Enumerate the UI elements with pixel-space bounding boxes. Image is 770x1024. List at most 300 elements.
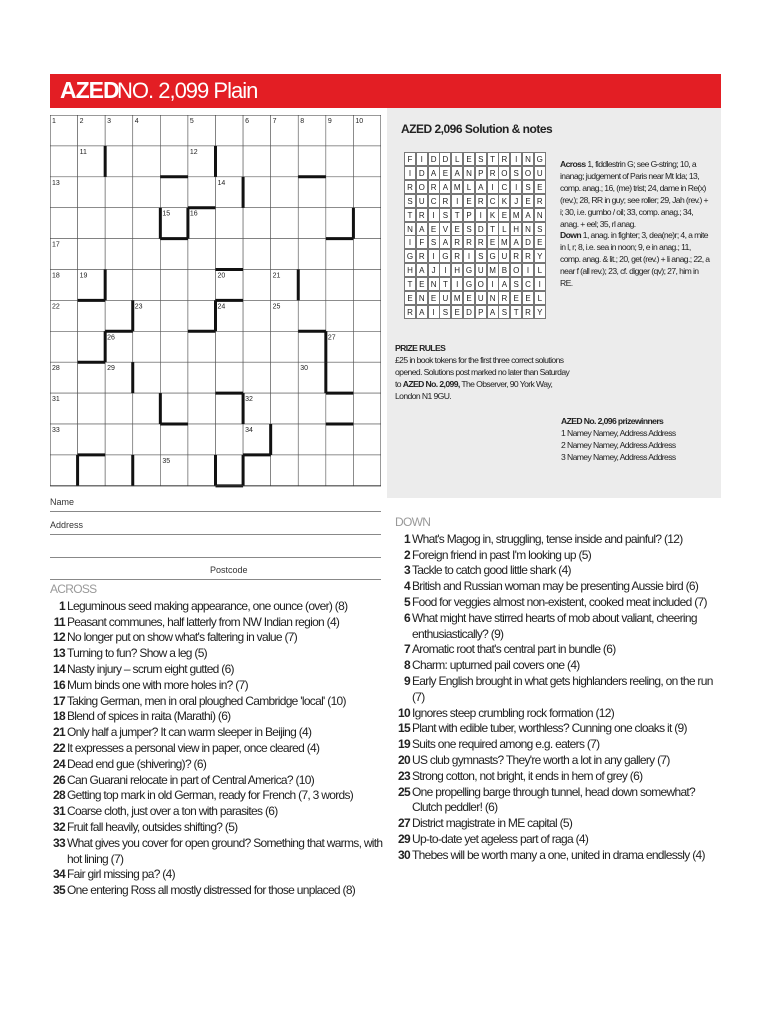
- name-field[interactable]: [50, 511, 381, 512]
- solution-letter: I: [463, 249, 475, 263]
- grid-cell[interactable]: [326, 270, 354, 301]
- clue-text: Nasty injury – scrum eight gutted (6): [67, 661, 234, 676]
- grid-cell[interactable]: [298, 300, 326, 331]
- solution-letter: R: [451, 249, 463, 263]
- address-label: Address: [50, 520, 84, 530]
- solution-letter: F: [416, 235, 428, 249]
- clue-text: What gives you cover for open ground? Something that warms, with hot lining (7): [67, 835, 383, 866]
- solution-letter: A: [428, 166, 440, 180]
- clue-item: [395, 532, 723, 548]
- grid-cell[interactable]: [243, 270, 271, 301]
- solution-letter: E: [451, 305, 463, 319]
- grid-cell[interactable]: [271, 177, 299, 208]
- clue-item: [395, 611, 723, 643]
- solution-letter: S: [475, 152, 487, 166]
- clue-item: [395, 785, 723, 817]
- grid-cell[interactable]: [216, 239, 244, 270]
- clue-number: 32: [53, 819, 65, 834]
- clue-text: Fruit fall heavily, outsides shifting? (5): [67, 819, 238, 834]
- clue-text: One propelling barge through tunnel, head down somewhat? Clutch peddler! (6): [412, 784, 696, 815]
- solution-letter: D: [439, 152, 451, 166]
- grid-cell[interactable]: [78, 424, 106, 455]
- grid-cell[interactable]: [326, 362, 354, 393]
- grid-cell[interactable]: [243, 331, 271, 362]
- solution-letter: P: [475, 305, 487, 319]
- grid-cell[interactable]: [243, 177, 271, 208]
- grid-cell[interactable]: [188, 331, 216, 362]
- solution-letter: Y: [534, 249, 546, 263]
- solution-letter: P: [475, 166, 487, 180]
- grid-cell[interactable]: [353, 270, 381, 301]
- grid-cell[interactable]: [133, 393, 161, 424]
- clue-text: Turning to fun? Show a leg (5): [67, 646, 207, 661]
- solution-letter: E: [451, 222, 463, 236]
- grid-cell[interactable]: [188, 239, 216, 270]
- grid-cell[interactable]: [78, 239, 106, 270]
- solution-letter: E: [428, 222, 440, 236]
- grid-cell[interactable]: [160, 424, 188, 455]
- grid-cell[interactable]: [160, 146, 188, 177]
- solution-letter: E: [522, 194, 534, 208]
- grid-cell[interactable]: [243, 239, 271, 270]
- solution-letter: J: [510, 194, 522, 208]
- across-clues: [50, 582, 386, 899]
- clue-item: [395, 548, 723, 564]
- grid-cell[interactable]: [133, 177, 161, 208]
- solution-letter: S: [428, 235, 440, 249]
- clue-cell-number: 5: [189, 118, 194, 125]
- grid-cell[interactable]: [298, 146, 326, 177]
- clue-cell-number: 7: [272, 118, 277, 125]
- grid-cell[interactable]: [160, 239, 188, 270]
- solution-letter: I: [404, 235, 416, 249]
- clue-item: [50, 820, 386, 836]
- solution-letter: T: [487, 222, 499, 236]
- clue-number: 1: [404, 531, 410, 546]
- title-azed: AZED: [60, 77, 119, 103]
- solution-letter: N: [522, 222, 534, 236]
- grid-cell[interactable]: [326, 239, 354, 270]
- solution-letter: U: [439, 291, 451, 305]
- solution-letter: I: [439, 263, 451, 277]
- prize-body: £25 in book tokens for the first three correct solutions opened. Solutions post marked no later than Saturday to: [395, 354, 570, 389]
- grid-cell[interactable]: [326, 393, 354, 424]
- winner-line: 1 Namey Namey, Address Address: [561, 427, 676, 438]
- clue-number: 29: [398, 831, 410, 846]
- clue-cell-number: 24: [217, 303, 226, 311]
- solution-letter: C: [487, 194, 499, 208]
- clue-number: 28: [53, 788, 65, 803]
- grid-cell[interactable]: [160, 362, 188, 393]
- clue-text: Suits one required among e.g. eaters (7): [412, 737, 600, 752]
- solution-letter: R: [416, 208, 428, 222]
- solution-letter: C: [428, 194, 440, 208]
- solution-letter: A: [439, 235, 451, 249]
- solution-letter: A: [510, 235, 522, 249]
- grid-cell[interactable]: [243, 362, 271, 393]
- solution-letter: E: [534, 180, 546, 194]
- clue-cell-number: 31: [52, 396, 60, 404]
- solution-letter: H: [510, 222, 522, 236]
- grid-cell[interactable]: [243, 208, 271, 239]
- solution-letter: I: [510, 152, 522, 166]
- grid-cell[interactable]: [353, 300, 381, 331]
- grid-cell[interactable]: [188, 300, 216, 331]
- clue-cell-number: 26: [107, 334, 115, 342]
- grid-cell[interactable]: [78, 455, 106, 486]
- clue-number: 18: [53, 709, 65, 724]
- grid-cell[interactable]: [133, 270, 161, 301]
- clue-cell-number: 25: [272, 303, 281, 311]
- solution-letter: S: [475, 249, 487, 263]
- solution-letter: U: [475, 291, 487, 305]
- grid-cell[interactable]: [133, 424, 161, 455]
- clue-number: 27: [398, 816, 410, 831]
- clue-text: Fair girl missing pa? (4): [67, 867, 175, 882]
- clue-number: 35: [53, 883, 65, 898]
- solution-letter: Y: [534, 305, 546, 319]
- grid-cell[interactable]: [50, 455, 78, 486]
- crossword-grid[interactable]: [50, 115, 381, 492]
- grid-cell[interactable]: [216, 331, 244, 362]
- clue-number: 7: [404, 642, 410, 657]
- solution-letter: D: [522, 235, 534, 249]
- grid-cell[interactable]: [326, 300, 354, 331]
- clue-text: Taking German, men in oral ploughed Cambridge 'local' (10): [67, 693, 346, 708]
- down-clues: [395, 515, 723, 864]
- grid-cell[interactable]: [133, 239, 161, 270]
- prizewinners: [561, 416, 711, 464]
- grid-cell[interactable]: [353, 239, 381, 270]
- solution-letter: S: [463, 222, 475, 236]
- clue-text: It expresses a personal view in paper, once cleared (4): [67, 740, 320, 755]
- grid-cell[interactable]: [105, 239, 133, 270]
- clue-item: [50, 757, 386, 773]
- solution-letter: O: [416, 180, 428, 194]
- solution-letter: E: [463, 152, 475, 166]
- solution-panel: [387, 108, 721, 498]
- clue-text: Ignores steep crumbling rock formation (12): [412, 705, 615, 720]
- solution-letter: I: [428, 249, 440, 263]
- solution-letter: I: [451, 194, 463, 208]
- solution-letter: R: [487, 166, 499, 180]
- clue-cell-number: 10: [355, 118, 364, 125]
- clue-text: Mum binds one with more holes in? (7): [67, 677, 248, 692]
- solution-letter: S: [510, 277, 522, 291]
- grid-cell[interactable]: [188, 362, 216, 393]
- solution-letter: N: [534, 208, 546, 222]
- clue-item: [395, 595, 723, 611]
- solution-letter: O: [498, 166, 510, 180]
- clue-item: [395, 721, 723, 737]
- solution-letter: I: [428, 208, 440, 222]
- clue-text: What might have stirred hearts of mob about valiant, cheering enthusiastically? (9): [412, 610, 697, 641]
- grid-cell[interactable]: [160, 115, 188, 146]
- grid-cell[interactable]: [326, 146, 354, 177]
- grid-cell[interactable]: [105, 177, 133, 208]
- grid-cell[interactable]: [271, 146, 299, 177]
- solution-letter: R: [416, 249, 428, 263]
- grid-cell[interactable]: [105, 300, 133, 331]
- grid-cell[interactable]: [160, 331, 188, 362]
- grid-cell[interactable]: [216, 455, 244, 486]
- title-banner: [50, 74, 721, 108]
- solution-letter: M: [498, 235, 510, 249]
- grid-cell[interactable]: [326, 177, 354, 208]
- solution-letter: R: [404, 180, 416, 194]
- prize-heading: PRIZE RULES: [395, 343, 446, 353]
- notes-down: 1, anag. in fighter; 3, dea(ne)r; 4, a mite in l, r; 8, i.e. sea in noon; 9, e in anag.; 11, comp. anag. & lit.; 20, get (rev.) + li anag.; 22, a near f (all rev.); 23, cf. digger (qv); 27, him in RE.: [560, 230, 710, 289]
- solution-letter: M: [510, 208, 522, 222]
- clue-cell-number: 13: [52, 179, 60, 187]
- solution-letter: T: [510, 305, 522, 319]
- clue-item: [50, 867, 386, 883]
- solution-letter: R: [522, 305, 534, 319]
- grid-cell[interactable]: [298, 239, 326, 270]
- grid-cell[interactable]: [298, 331, 326, 362]
- solution-letter: I: [487, 277, 499, 291]
- solution-letter: A: [451, 166, 463, 180]
- solution-letter: N: [404, 222, 416, 236]
- grid-cell[interactable]: [78, 362, 106, 393]
- solution-letter: T: [404, 208, 416, 222]
- grid-cell[interactable]: [353, 455, 381, 486]
- solution-letter: R: [522, 249, 534, 263]
- solution-letter: K: [498, 194, 510, 208]
- grid-cell[interactable]: [160, 270, 188, 301]
- solution-letter: N: [487, 291, 499, 305]
- solution-letter: U: [534, 166, 546, 180]
- grid-cell[interactable]: [188, 270, 216, 301]
- grid-cell[interactable]: [298, 270, 326, 301]
- solution-letter: O: [522, 166, 534, 180]
- clue-text: Aromatic root that's central part in bundle (6): [412, 642, 616, 657]
- down-heading: DOWN: [395, 515, 431, 529]
- solution-letter: D: [463, 305, 475, 319]
- grid-cell[interactable]: [216, 393, 244, 424]
- grid-cell[interactable]: [188, 424, 216, 455]
- clue-number: 12: [53, 630, 65, 645]
- grid-cell[interactable]: [133, 455, 161, 486]
- solution-letter: F: [404, 152, 416, 166]
- solution-letter: R: [475, 194, 487, 208]
- grid-cell[interactable]: [353, 146, 381, 177]
- winner-line: 2 Namey Namey, Address Address: [561, 439, 676, 450]
- solution-letter: E: [428, 291, 440, 305]
- grid-cell[interactable]: [160, 393, 188, 424]
- grid-cell[interactable]: [353, 177, 381, 208]
- grid-cell[interactable]: [271, 393, 299, 424]
- across-heading: ACROSS: [50, 582, 97, 596]
- solution-letter: A: [416, 222, 428, 236]
- grid-cell[interactable]: [78, 300, 106, 331]
- grid-cell[interactable]: [243, 300, 271, 331]
- clue-text: Early English brought in what gets highlanders reeling, on the run (7): [412, 673, 713, 704]
- grid-cell[interactable]: [243, 146, 271, 177]
- grid-cell[interactable]: [326, 208, 354, 239]
- grid-cell[interactable]: [133, 331, 161, 362]
- solution-letter: P: [463, 208, 475, 222]
- clue-cell-number: 12: [189, 148, 198, 156]
- clue-item: [395, 658, 723, 674]
- clue-cell-number: 1: [52, 118, 56, 125]
- solution-letter: A: [475, 180, 487, 194]
- clue-item: [50, 615, 386, 631]
- clue-cell-number: 9: [327, 118, 332, 125]
- grid-cell[interactable]: [353, 393, 381, 424]
- grid-cell[interactable]: [298, 177, 326, 208]
- solution-letter: I: [522, 263, 534, 277]
- grid-cell[interactable]: [353, 331, 381, 362]
- grid-cell[interactable]: [78, 177, 106, 208]
- grid-cell[interactable]: [353, 208, 381, 239]
- clue-cell-number: 17: [52, 241, 60, 249]
- notes-across-label: Across: [560, 159, 586, 169]
- notes-down-label: Down: [560, 230, 581, 241]
- grid-cell[interactable]: [105, 208, 133, 239]
- clue-cell-number: 4: [134, 118, 139, 125]
- grid-cell[interactable]: [105, 146, 133, 177]
- grid-cell[interactable]: [271, 424, 299, 455]
- solution-letter: R: [510, 249, 522, 263]
- clue-number: 6: [404, 610, 410, 625]
- grid-cell[interactable]: [133, 362, 161, 393]
- postcode-field[interactable]: [50, 579, 381, 580]
- solution-letter: T: [487, 152, 499, 166]
- prize-address: The Observer, 90 York Way, London N1 9GU.: [395, 378, 553, 401]
- grid-cell[interactable]: [271, 362, 299, 393]
- grid-cell[interactable]: [271, 208, 299, 239]
- solution-letter: E: [510, 291, 522, 305]
- address-field[interactable]: [50, 534, 381, 535]
- grid-cell[interactable]: [188, 177, 216, 208]
- grid-cell[interactable]: [216, 362, 244, 393]
- clue-number: 20: [398, 752, 410, 767]
- solution-letter: D: [428, 152, 440, 166]
- solution-letter: N: [416, 291, 428, 305]
- solution-letter: S: [522, 180, 534, 194]
- clue-item: [50, 662, 386, 678]
- grid-cell[interactable]: [271, 455, 299, 486]
- grid-cell[interactable]: [50, 208, 78, 239]
- clue-number: 16: [53, 677, 65, 692]
- grid-cell[interactable]: [298, 208, 326, 239]
- clue-text: Blend of spices in raita (Marathi) (6): [67, 709, 231, 724]
- grid-cell[interactable]: [353, 424, 381, 455]
- clue-item: [50, 836, 386, 868]
- solution-letter: T: [439, 277, 451, 291]
- grid-cell[interactable]: [216, 208, 244, 239]
- grid-cell[interactable]: [353, 362, 381, 393]
- clue-cell-number: 32: [245, 396, 253, 404]
- clue-item: [395, 816, 723, 832]
- clue-cell-number: 3: [107, 118, 112, 125]
- grid-cell[interactable]: [133, 146, 161, 177]
- grid-cell[interactable]: [188, 393, 216, 424]
- clue-number: 15: [398, 721, 410, 736]
- clue-number: 23: [398, 768, 410, 783]
- grid-cell[interactable]: [326, 424, 354, 455]
- clue-item: [50, 804, 386, 820]
- clue-text: Getting top mark in old German, ready for French (7, 3 words): [67, 788, 354, 803]
- grid-cell[interactable]: [298, 424, 326, 455]
- solution-heading: AZED 2,096 Solution & notes: [401, 122, 553, 136]
- grid-cell[interactable]: [298, 393, 326, 424]
- solution-letter: E: [463, 194, 475, 208]
- solution-letter: E: [463, 291, 475, 305]
- solution-letter: S: [534, 222, 546, 236]
- clue-text: Up-to-date yet ageless part of raga (4): [412, 831, 589, 846]
- solution-letter: G: [463, 277, 475, 291]
- solution-letter: M: [487, 263, 499, 277]
- grid-cell[interactable]: [243, 455, 271, 486]
- clue-number: 8: [404, 658, 410, 673]
- grid-cell[interactable]: [105, 393, 133, 424]
- grid-cell[interactable]: [216, 424, 244, 455]
- grid-cell[interactable]: [105, 455, 133, 486]
- grid-cell[interactable]: [50, 331, 78, 362]
- solution-letter: S: [439, 305, 451, 319]
- clue-item: [395, 737, 723, 753]
- clue-cell-number: 2: [79, 118, 84, 125]
- solution-letter: R: [404, 305, 416, 319]
- grid-cell[interactable]: [160, 177, 188, 208]
- solution-letter: D: [475, 222, 487, 236]
- grid-cell[interactable]: [105, 270, 133, 301]
- grid-cell[interactable]: [105, 424, 133, 455]
- solution-letter: I: [428, 305, 440, 319]
- grid-cell[interactable]: [160, 300, 188, 331]
- address-field-2[interactable]: [50, 557, 381, 558]
- title-number: NO. 2,099 Plain: [117, 78, 258, 103]
- solution-letter: S: [510, 166, 522, 180]
- clue-cell-number: 28: [52, 365, 60, 373]
- grid-cell[interactable]: [78, 331, 106, 362]
- clue-item: [50, 599, 386, 615]
- solution-letter: E: [404, 291, 416, 305]
- solution-letter: E: [439, 166, 451, 180]
- clue-number: 4: [404, 579, 410, 594]
- grid-cell[interactable]: [298, 455, 326, 486]
- grid-cell[interactable]: [271, 239, 299, 270]
- grid-cell[interactable]: [188, 455, 216, 486]
- solution-letter: U: [498, 249, 510, 263]
- clue-text: Foreign friend in past I'm looking up (5): [412, 547, 592, 562]
- clue-text: British and Russian woman may be presenting Aussie bird (6): [412, 579, 699, 594]
- grid-cell[interactable]: [78, 208, 106, 239]
- grid-cell[interactable]: [271, 331, 299, 362]
- clue-number: 21: [53, 725, 65, 740]
- solution-letter: R: [534, 194, 546, 208]
- solution-letter: R: [498, 152, 510, 166]
- grid-cell[interactable]: [216, 115, 244, 146]
- clue-number: 31: [53, 804, 65, 819]
- solution-letter: S: [404, 194, 416, 208]
- clue-cell-number: 29: [107, 365, 115, 373]
- solution-letter: M: [451, 180, 463, 194]
- grid-cell[interactable]: [216, 146, 244, 177]
- clue-cell-number: 14: [217, 179, 226, 187]
- grid-cell[interactable]: [133, 208, 161, 239]
- solution-letter: T: [404, 277, 416, 291]
- solution-letter: O: [475, 277, 487, 291]
- clue-item: [50, 709, 386, 725]
- grid-cell[interactable]: [50, 146, 78, 177]
- clue-number: 9: [404, 673, 410, 688]
- grid-cell[interactable]: [78, 393, 106, 424]
- solution-letter: R: [428, 180, 440, 194]
- grid-cell[interactable]: [326, 455, 354, 486]
